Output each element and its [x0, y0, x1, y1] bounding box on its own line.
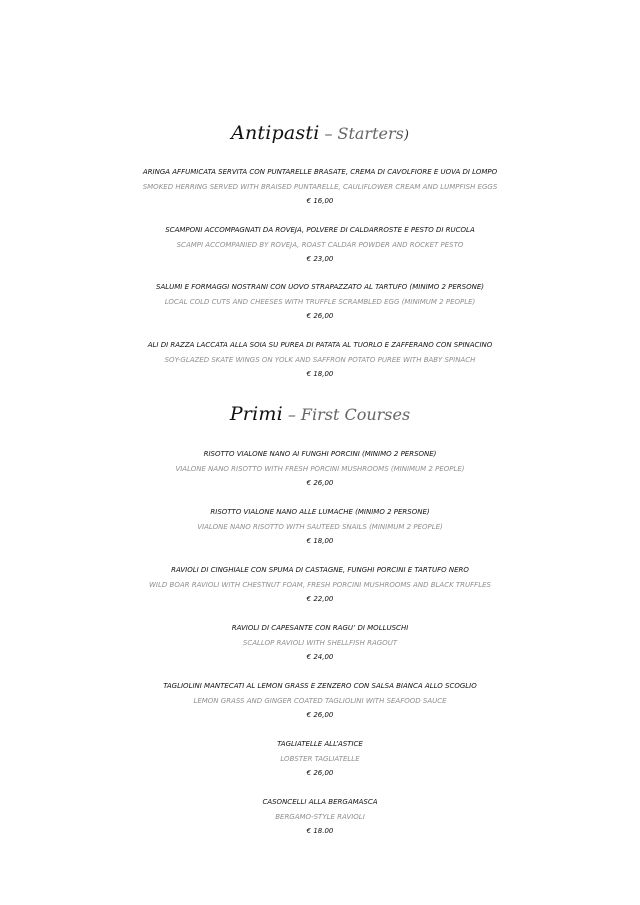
dish-name-it: RAVIOLI DI CINGHIALE CON SPUMA DI CASTAGNE, FUNGHI PORCINI E TARTUFO NERO	[171, 566, 469, 574]
section-title-it: Antipasti	[231, 122, 320, 144]
dish-name-it: CASONCELLI ALLA BERGAMASCA	[262, 798, 378, 806]
dish-name-en: LOBSTER TAGLIATELLE	[280, 754, 360, 763]
dish-price: € 26,00	[306, 711, 334, 719]
dish-name-it: TAGLIATELLE ALL’ASTICE	[277, 740, 363, 748]
section-title-separator: –	[287, 405, 296, 424]
menu-item	[0, 737, 640, 781]
dish-name-it: RISOTTO VIALONE NANO ALLE LUMACHE (MINIMO 2 PERSONE)	[210, 508, 430, 516]
dish-name-en: LEMON GRASS AND GINGER COATED TAGLIOLINI WITH SEAFOOD SAUCE	[193, 696, 447, 705]
menu-item	[0, 447, 640, 491]
dish-name-it: RAVIOLI DI CAPESANTE CON RAGU’ DI MOLLUSCHI	[231, 624, 409, 632]
dish-name-it: RISOTTO VIALONE NANO AI FUNGHI PORCINI (MINIMO 2 PERSONE)	[203, 450, 437, 458]
menu-item	[0, 621, 640, 665]
section-title-en: First Courses	[300, 405, 411, 424]
dish-name-en: SCALLOP RAVIOLI WITH SHELLFISH RAGOUT	[242, 638, 398, 647]
menu-item	[0, 795, 640, 839]
dish-name-en: LOCAL COLD CUTS AND CHEESES WITH TRUFFLE SCRAMBLED EGG (MINIMUM 2 PEOPLE)	[164, 297, 476, 306]
dish-name-it: TAGLIOLINI MANTECATI AL LEMON GRASS E ZENZERO CON SALSA BIANCA ALLO SCOGLIO	[163, 682, 477, 690]
dish-name-en: WILD BOAR RAVIOLI WITH CHESTNUT FOAM, FRESH PORCINI MUSHROOMS AND BLACK TRUFFLES	[149, 580, 491, 589]
dish-name-en: SOY-GLAZED SKATE WINGS ON YOLK AND SAFFRON POTATO PUREE WITH BABY SPINACH	[164, 355, 476, 364]
dish-name-en: BERGAMO-STYLE RAVIOLI	[275, 812, 365, 821]
dish-name-it: ALI DI RAZZA LACCATA ALLA SOIA SU PUREA DI PATATA AL TUORLO E ZAFFERANO CON SPINACINO	[147, 341, 493, 349]
dish-price: € 26,00	[306, 769, 334, 777]
section-title-tail: )	[403, 128, 409, 143]
menu-item	[0, 280, 640, 324]
section-title-antipasti	[0, 122, 640, 144]
dish-price: € 18,00	[306, 537, 334, 545]
dish-price: € 26,00	[306, 479, 334, 487]
dish-price: € 24,00	[306, 653, 334, 661]
dish-name-en: SMOKED HERRING SERVED WITH BRAISED PUNTARELLE, CAULIFLOWER CREAM AND LUMPFISH EGGS	[142, 182, 498, 191]
menu-item	[0, 679, 640, 723]
menu-item	[0, 165, 640, 209]
dish-price: € 16,00	[306, 197, 334, 205]
dish-price: € 26,00	[306, 312, 334, 320]
dish-name-en: VIALONE NANO RISOTTO WITH FRESH PORCINI MUSHROOMS (MINIMUM 2 PEOPLE)	[175, 464, 465, 473]
dish-price: € 23,00	[306, 255, 334, 263]
menu-item	[0, 223, 640, 267]
dish-name-en: SCAMPI ACCOMPANIED BY ROVEJA, ROAST CALDAR POWDER AND ROCKET PESTO	[176, 240, 464, 249]
dish-name-it: SALUMI E FORMAGGI NOSTRANI CON UOVO STRAPAZZATO AL TARTUFO (MINIMO 2 PERSONE)	[156, 283, 484, 291]
dish-name-it: SCAMPONI ACCOMPAGNATI DA ROVEJA, POLVERE DI CALDARROSTE E PESTO DI RUCOLA	[165, 226, 475, 234]
menu-item	[0, 338, 640, 382]
dish-name-it: ARINGA AFFUMICATA SERVITA CON PUNTARELLE BRASATE, CREMA DI CAVOLFIORE E UOVA DI LOMPO	[142, 168, 498, 176]
dish-price: € 22,00	[306, 595, 334, 603]
menu-item	[0, 563, 640, 607]
section-title-primi	[0, 403, 640, 425]
dish-price: € 18.00	[306, 827, 334, 835]
section-title-en: Starters	[337, 124, 404, 143]
menu-item	[0, 505, 640, 549]
section-title-it: Primi	[229, 403, 283, 425]
section-title-separator: –	[324, 124, 333, 143]
dish-name-en: VIALONE NANO RISOTTO WITH SAUTEED SNAILS (MINIMUM 2 PEOPLE)	[197, 522, 443, 531]
dish-price: € 18,00	[306, 370, 334, 378]
